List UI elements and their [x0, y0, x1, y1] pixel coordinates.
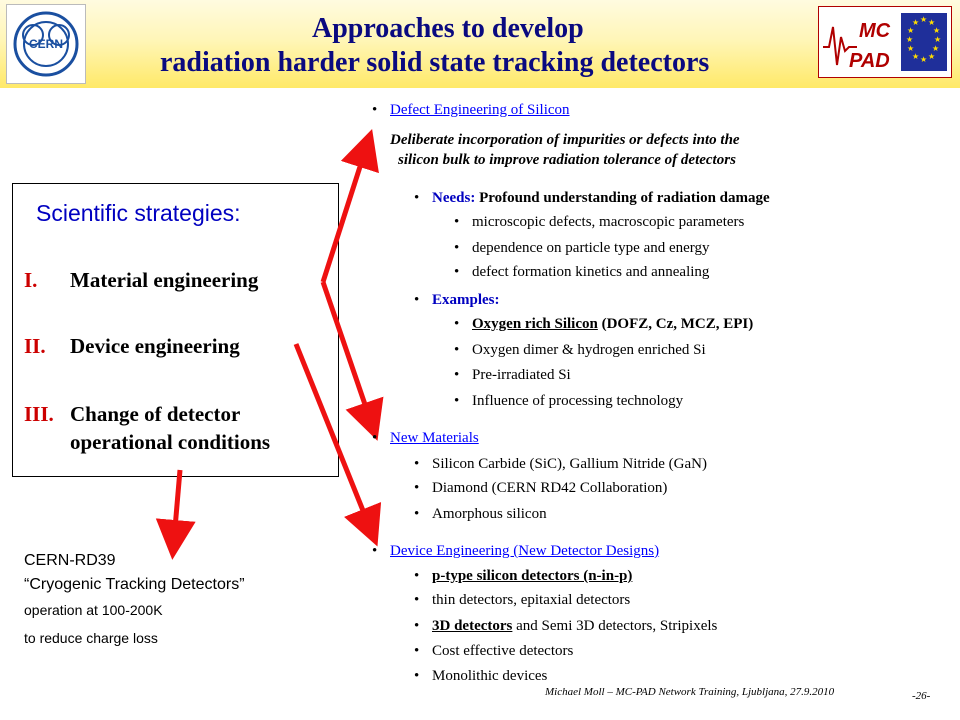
- needs-item: • dependence on particle type and energy: [454, 240, 710, 256]
- arrow-to-cryogenic: [174, 470, 180, 540]
- materials-heading-row: [372, 428, 479, 448]
- strategy-label: Change of detector: [70, 402, 241, 426]
- material-item: • Diamond (CERN RD42 Collaboration): [414, 480, 668, 496]
- bullet-icon: •: [414, 292, 420, 308]
- strategy-number: I.: [24, 268, 38, 292]
- material-item: • Silicon Carbide (SiC), Gallium Nitride (GaN): [414, 456, 707, 472]
- footer-credit: Michael Moll – MC-PAD Network Training, Ljubljana, 27.9.2010: [545, 686, 835, 698]
- svg-text:★: ★: [920, 15, 928, 24]
- strategy-label: Device engineering: [70, 334, 240, 358]
- bullet-icon: •: [372, 543, 378, 559]
- svg-text:★: ★: [928, 52, 936, 61]
- examples-label: Examples:: [432, 292, 500, 308]
- svg-text:★: ★: [934, 35, 942, 44]
- arrow-to-new-materials: [323, 282, 371, 422]
- strategies-heading: Scientific strategies:: [36, 200, 241, 226]
- arrow-to-device-engineering: [296, 344, 370, 528]
- oxygen-rich-silicon: Oxygen rich Silicon: [472, 316, 598, 332]
- defect-heading-row: [372, 100, 570, 120]
- device-item: • Cost effective detectors: [414, 643, 574, 659]
- svg-text:CERN: CERN: [28, 37, 64, 51]
- material-item: • Amorphous silicon: [414, 506, 547, 522]
- defect-description-1: Deliberate incorporation of impurities or defects into the: [390, 132, 740, 148]
- page-title-line-2: radiation harder solid state tracking detectors: [160, 47, 710, 78]
- device-heading-row: [372, 541, 659, 561]
- needs-row: [414, 188, 770, 208]
- page-title-line-1: Approaches to develop: [312, 13, 584, 44]
- examples-row: [414, 290, 500, 310]
- svg-text:★: ★: [928, 18, 936, 27]
- svg-text:★: ★: [907, 44, 915, 53]
- device-item: • p-type silicon detectors (n-in-p): [414, 568, 633, 584]
- example-item: • Influence of processing technology: [454, 393, 684, 409]
- needs-label: Needs:: [432, 190, 476, 206]
- cryo-note-line-1: CERN-RD39: [24, 552, 116, 569]
- needs-item: • microscopic defects, macroscopic parameters: [454, 214, 745, 230]
- svg-text:★: ★: [906, 35, 914, 44]
- svg-text:PAD: PAD: [849, 50, 890, 72]
- cryo-note-line-4: to reduce charge loss: [24, 630, 158, 646]
- defect-engineering-link[interactable]: Defect Engineering of Silicon: [390, 102, 570, 118]
- svg-text:★: ★: [912, 18, 920, 27]
- example-item: • Pre-irradiated Si: [454, 367, 571, 383]
- example-item-oxygen: • Oxygen rich Silicon (DOFZ, Cz, MCZ, EPI): [454, 316, 754, 332]
- strategy-label-line-2: operational conditions: [70, 430, 271, 454]
- device-item: • Monolithic devices: [414, 668, 548, 684]
- defect-description-2: silicon bulk to improve radiation tolerance of detectors: [398, 152, 736, 168]
- strategy-number: III.: [24, 402, 54, 426]
- bullet-icon: •: [414, 190, 420, 206]
- cryo-note-line-2: “Cryogenic Tracking Detectors”: [24, 576, 245, 593]
- device-item: • thin detectors, epitaxial detectors: [414, 592, 631, 608]
- strategy-label: Material engineering: [70, 268, 259, 292]
- svg-text:★: ★: [920, 55, 928, 64]
- needs-text: Profound understanding of radiation damage: [479, 190, 770, 206]
- device-engineering-link[interactable]: Device Engineering (New Detector Designs): [390, 543, 660, 559]
- cryo-note-line-3: operation at 100-200K: [24, 602, 163, 618]
- svg-text:MC: MC: [859, 20, 891, 42]
- svg-text:★: ★: [912, 52, 920, 61]
- page-number: -26-: [912, 690, 931, 702]
- bullet-icon: •: [372, 102, 378, 118]
- arrow-to-defect-engineering: [323, 148, 366, 282]
- svg-text:★: ★: [933, 26, 941, 35]
- bullet-icon: •: [372, 430, 378, 446]
- needs-item: • defect formation kinetics and annealing: [454, 264, 710, 280]
- svg-text:★: ★: [907, 26, 915, 35]
- strategy-number: II.: [24, 334, 46, 358]
- new-materials-link[interactable]: New Materials: [390, 430, 479, 446]
- example-item: • Oxygen dimer & hydrogen enriched Si: [454, 342, 706, 358]
- svg-text:★: ★: [932, 44, 940, 53]
- device-item: • 3D detectors and Semi 3D detectors, Stripixels: [414, 618, 718, 634]
